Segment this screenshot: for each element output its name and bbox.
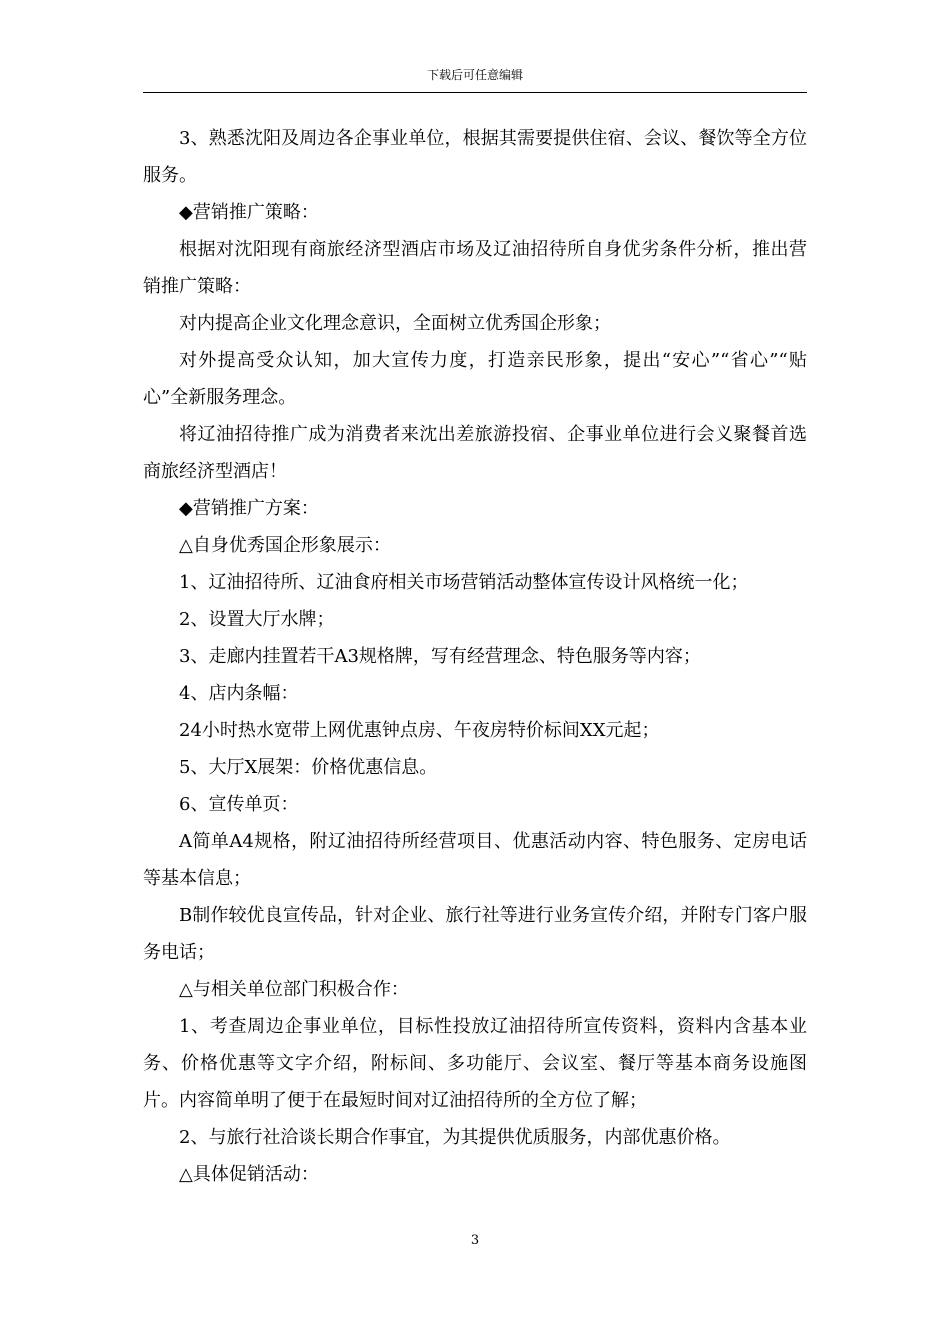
paragraph: 对外提高受众认知，加大宣传力度，打造亲民形象，提出“安心”“省心”“贴心”全新服务理念。 [143,350,807,408]
list-item: 1、辽油招待所、辽油食府相关市场营销活动整体宣传设计风格统一化； [179,572,749,593]
list-item: 5、大厅X展架：价格优惠信息。 [179,757,438,778]
list-item: 2、与旅行社洽谈长期合作事宜，为其提供优质服务，内部优惠价格。 [179,1127,731,1148]
list-item: 1、考查周边企事业单位，目标性投放辽油招待所宣传资料，资料内含基本业务、价格优惠等文字介绍，附标间、多功能厅、会议室、餐厅等基本商务设施图片。内容简单明了便于在最短时间对辽油招待所的全方位了解； [143,1016,807,1111]
subsection-heading: △自身优秀国企形象展示： [179,535,391,556]
paragraph: 对内提高企业文化理念意识，全面树立优秀国企形象； [179,313,611,334]
list-item: 4、店内条幅： [179,683,299,704]
subsection-heading: △具体促销活动： [179,1164,319,1185]
subsection-heading: △与相关单位部门积极合作： [179,979,409,1000]
header-text: 下载后可任意编辑 [426,68,523,82]
paragraph: 3、熟悉沈阳及周边各企事业单位，根据其需要提供住宿、会议、餐饮等全方位服务。 [143,128,807,186]
page-number: 3 [470,1233,480,1248]
paragraph: 24小时热水宽带上网优惠钟点房、午夜房特价标间XX元起； [179,720,660,741]
page-footer [0,1233,950,1249]
document-body [143,120,807,1193]
paragraph: 将辽油招待推广成为消费者来沈出差旅游投宿、企事业单位进行会义聚餐首选商旅经济型酒店！ [143,424,807,482]
paragraph: 根据对沈阳现有商旅经济型酒店市场及辽油招待所自身优劣条件分析，推出营销推广策略： [143,239,807,297]
list-item: B制作较优良宣传品，针对企业、旅行社等进行业务宣传介绍，并附专门客户服务电话； [143,905,807,963]
list-item: 3、走廊内挂置若干A3规格牌，写有经营理念、特色服务等内容； [179,646,701,667]
section-heading: ◆营销推广策略： [179,202,319,223]
page-header [0,67,950,83]
section-heading: ◆营销推广方案： [179,498,319,519]
list-item: A简单A4规格，附辽油招待所经营项目、优惠活动内容、特色服务、定房电话等基本信息； [143,831,807,889]
header-divider [143,92,807,93]
list-item: 6、宣传单页： [179,794,299,815]
list-item: 2、设置大厅水牌； [179,609,335,630]
